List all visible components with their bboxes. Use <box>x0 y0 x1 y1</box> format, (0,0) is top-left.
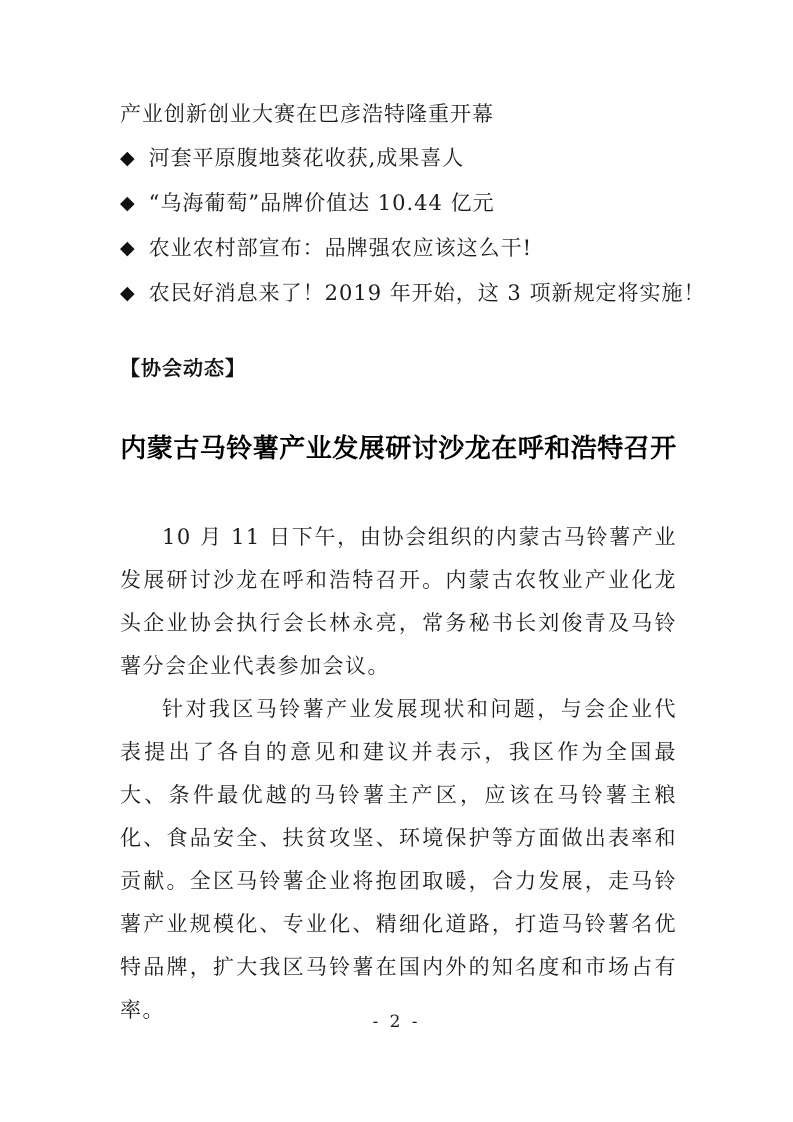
news-item <box>120 271 706 316</box>
diamond-bullet-icon: ◆ <box>120 282 136 304</box>
diamond-bullet-icon: ◆ <box>120 147 136 169</box>
news-item-text: 农业农村部宣布：品牌强农应该这么干! <box>148 236 533 260</box>
news-item <box>120 226 677 271</box>
news-item-text: 农民好消息来了！2019 年开始，这 3 项新规定将实施！ <box>148 281 706 305</box>
diamond-bullet-icon: ◆ <box>120 237 136 259</box>
news-item <box>120 181 677 226</box>
news-item <box>120 136 677 181</box>
news-item-text: 河套平原腹地葵花收获,成果喜人 <box>148 146 465 170</box>
article-paragraph: 针对我区马铃薯产业发展现状和问题，与会企业代表提出了各自的意见和建议并表示，我区作为全国最大、条件最优越的马铃薯主产区，应该在马铃薯主粮化、食品安全、扶贫攻坚、环境保护等方面做出表率和贡献。全区马铃薯企业将抱团取暖，合力发展，走马铃薯产业规模化、专业化、精细化道路，打造马铃薯名优特品牌，扩大我区马铃薯在国内外的知名度和市场占有率。 <box>120 697 677 1022</box>
section-header: 【协会动态】 <box>120 356 246 380</box>
news-headline-list <box>120 92 706 316</box>
page-content <box>120 92 706 1032</box>
news-item-continuation-line: 产业创新创业大赛在巴彦浩特隆重开幕 <box>120 102 494 126</box>
article-title: 内蒙古马铃薯产业发展研讨沙龙在呼和浩特召开 <box>120 434 677 464</box>
diamond-bullet-icon: ◆ <box>120 192 136 214</box>
article-paragraph: 10 月 11 日下午，由协会组织的内蒙古马铃薯产业发展研讨沙龙在呼和浩特召开。内蒙古农牧业产业化龙头企业协会执行会长林永亮，常务秘书长刘俊青及马铃薯分会企业代表参加会议。 <box>120 525 677 678</box>
news-item-text: “乌海葡萄”品牌价值达 10.44 亿元 <box>148 191 495 215</box>
page-number: - 2 - <box>372 1012 421 1032</box>
